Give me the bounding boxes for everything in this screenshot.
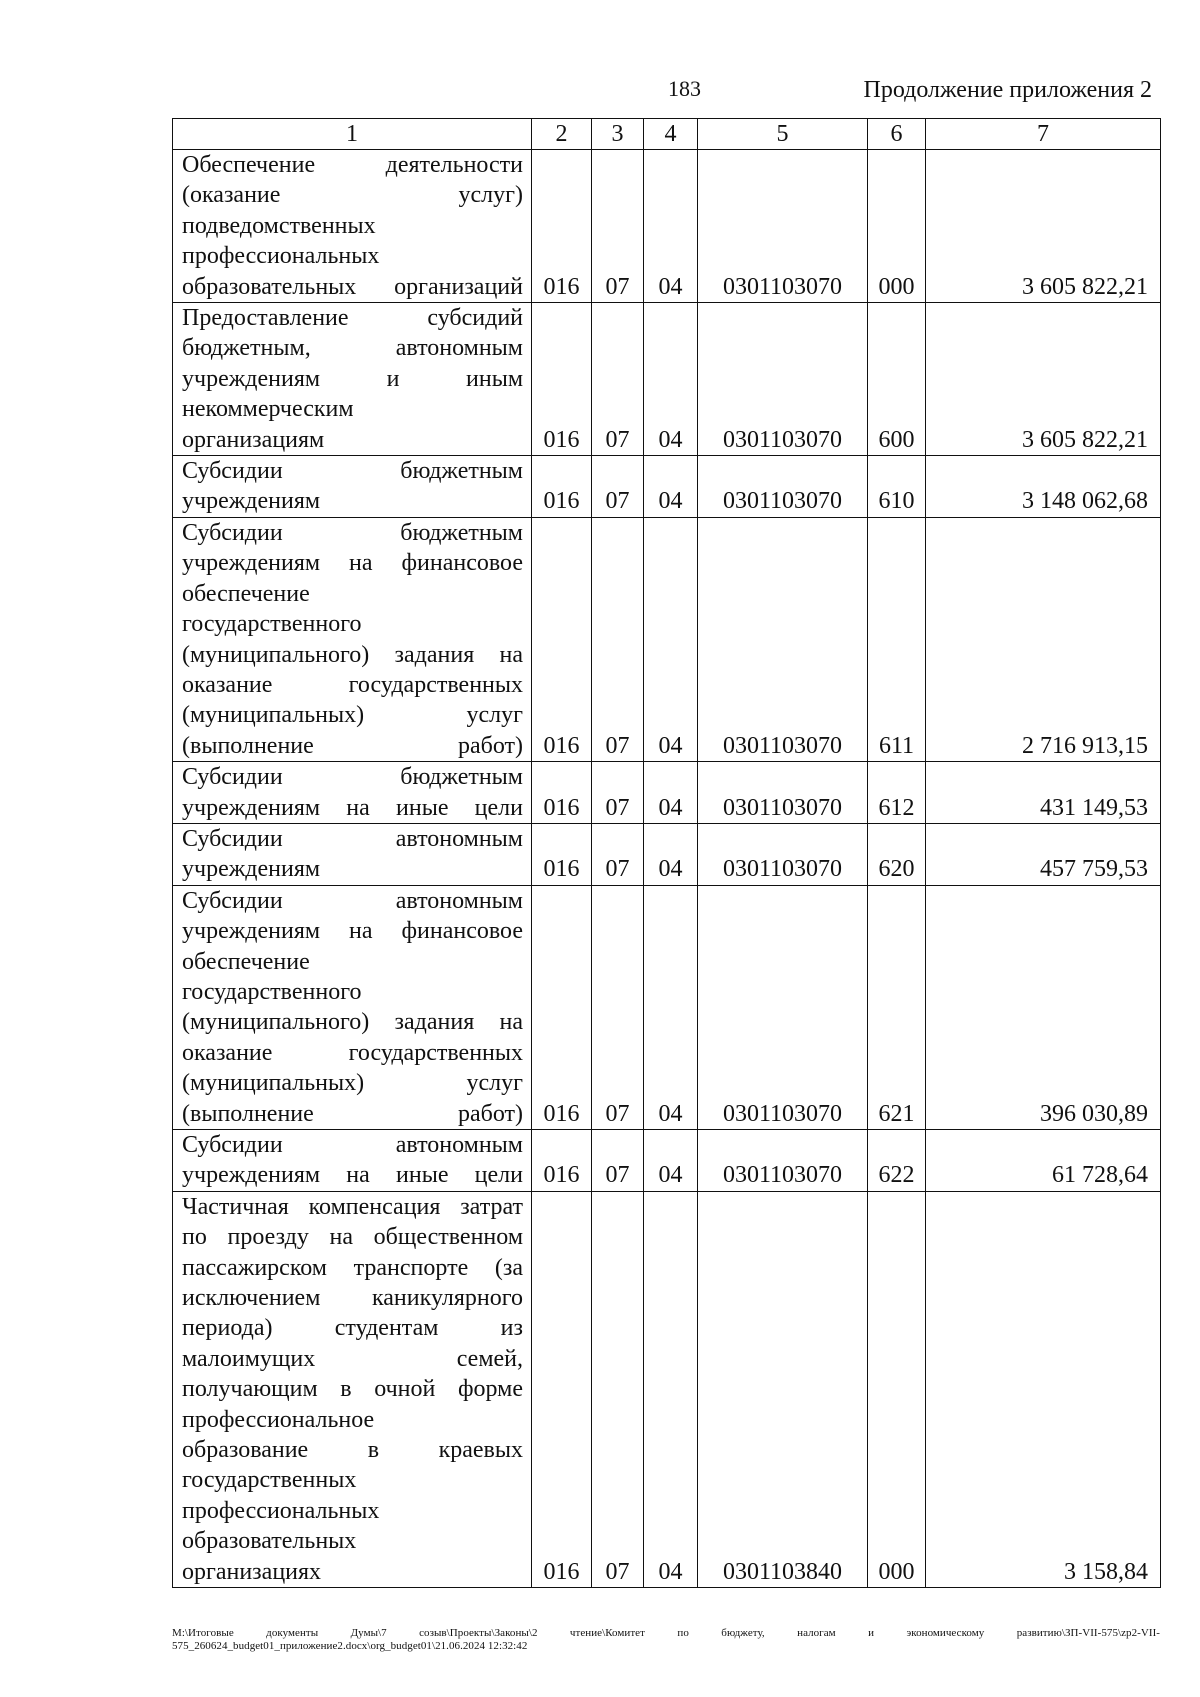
description-line — [182, 886, 523, 916]
page-number: 183 — [668, 76, 701, 101]
description-word: обеспечение — [182, 948, 310, 975]
description-line — [182, 1465, 523, 1495]
description-word: учреждениям на иные цели — [182, 1162, 523, 1189]
description-word: учреждениям — [182, 365, 321, 392]
ministry-code: 016 — [532, 1130, 592, 1192]
table-row — [173, 150, 1161, 303]
description-word: задания — [394, 641, 475, 668]
section-code: 07 — [592, 517, 644, 761]
target-article-code: 0301103070 — [698, 456, 868, 518]
description-line — [182, 272, 523, 302]
section-code: 07 — [592, 456, 644, 518]
description-word: Субсидии — [182, 458, 283, 485]
amount-value: 3 605 822,21 — [926, 303, 1161, 456]
description-line — [182, 1099, 523, 1129]
description-line — [182, 762, 523, 792]
description-line — [182, 854, 523, 884]
description-word: Субсидии — [182, 1132, 283, 1158]
description-line — [182, 1557, 523, 1587]
amount-value: 457 759,53 — [926, 823, 1161, 885]
section-code: 07 — [592, 823, 644, 885]
description-line — [182, 548, 523, 578]
target-article-code: 0301103070 — [698, 885, 868, 1129]
description-word: (муниципальных) — [182, 702, 365, 729]
description-word: задания — [394, 1009, 475, 1036]
description-word: учреждениям — [182, 550, 321, 577]
description-word: учреждениям — [182, 488, 321, 515]
subsection-code: 04 — [644, 517, 698, 761]
row-description — [173, 150, 532, 303]
description-line — [182, 425, 523, 455]
description-line — [182, 700, 523, 730]
expense-type-code: 621 — [868, 885, 926, 1129]
subsection-code: 04 — [644, 762, 698, 824]
ministry-code: 016 — [532, 456, 592, 518]
description-word: автономным — [395, 335, 523, 362]
description-word: государственных — [348, 671, 523, 698]
description-line — [182, 977, 523, 1007]
ministry-code: 016 — [532, 150, 592, 303]
target-article-code: 0301103070 — [698, 150, 868, 303]
description-word: образовательных организаций — [182, 273, 523, 300]
description-word: из — [500, 1315, 523, 1342]
description-word: бюджетным, — [182, 335, 311, 362]
description-word: на — [499, 1009, 523, 1036]
description-word: получающим — [182, 1376, 318, 1403]
subsection-code: 04 — [644, 1130, 698, 1192]
expense-type-code: 610 — [868, 456, 926, 518]
subsection-code: 04 — [644, 456, 698, 518]
row-description — [173, 517, 532, 761]
description-word: услуг — [466, 702, 523, 729]
description-line — [182, 1313, 523, 1343]
description-word: каникулярного — [371, 1285, 523, 1312]
description-word: обеспечение — [182, 580, 310, 607]
description-line — [182, 518, 523, 548]
description-line — [182, 1344, 523, 1374]
description-line — [182, 241, 523, 271]
description-word: иным — [466, 365, 523, 392]
expense-type-code: 622 — [868, 1130, 926, 1192]
description-line — [182, 1253, 523, 1283]
table-row — [173, 885, 1161, 1129]
description-word: профессиональных — [182, 1497, 380, 1524]
description-word: студентам — [334, 1315, 439, 1342]
description-word: услуг — [466, 1070, 523, 1097]
description-word: субсидий — [427, 305, 523, 332]
subsection-code: 04 — [644, 303, 698, 456]
description-word: подведомственных — [182, 212, 376, 239]
description-word: государственного — [182, 611, 362, 638]
description-line — [182, 486, 523, 516]
description-word: Субсидии — [182, 887, 283, 914]
description-word: в — [367, 1437, 380, 1464]
amount-value: 3 148 062,68 — [926, 456, 1161, 518]
description-line — [182, 1192, 523, 1222]
column-header: 5 — [698, 119, 868, 150]
description-word: оказание — [182, 1039, 273, 1066]
description-word: учреждениям на иные цели — [182, 794, 523, 821]
subsection-code: 04 — [644, 150, 698, 303]
description-line — [182, 1374, 523, 1404]
description-word: услуг) — [458, 182, 523, 209]
description-word: проезду — [227, 1224, 309, 1251]
description-word: государственных — [348, 1039, 523, 1066]
description-word: финансовое — [401, 550, 523, 577]
table-row — [173, 456, 1161, 518]
description-word: семей, — [456, 1345, 523, 1372]
description-word: на — [349, 550, 373, 577]
description-word: некоммерческим — [182, 396, 354, 423]
amount-value: 396 030,89 — [926, 885, 1161, 1129]
description-word: Субсидии — [182, 764, 283, 791]
document-path-footer: M:\Итоговые документы Думы\7 созыв\Проекты\Законы\2 чтение\Комитет по бюджету, налогам и экономическому развитию\ЗП-VII-575\zp2-VII-575_260624_budget01_приложение2.docx\org_budget01\21.06.2024 12:32:42 — [172, 1627, 1160, 1652]
description-line — [182, 609, 523, 639]
section-code: 07 — [592, 150, 644, 303]
subsection-code: 04 — [644, 1191, 698, 1587]
description-word: (оказание — [182, 182, 281, 209]
description-word: профессиональное — [182, 1406, 375, 1433]
description-word: образовательных — [182, 1528, 357, 1555]
expense-type-code: 000 — [868, 150, 926, 303]
description-word: Частичная — [182, 1193, 289, 1220]
subsection-code: 04 — [644, 885, 698, 1129]
description-word: автономным — [395, 825, 523, 852]
table-row — [173, 517, 1161, 761]
table-header-row — [173, 119, 1161, 150]
description-line — [182, 1526, 523, 1556]
description-line — [182, 670, 523, 700]
description-word: деятельности — [385, 152, 523, 178]
description-word: учреждениям — [182, 856, 321, 883]
description-word: на — [329, 1224, 353, 1251]
description-word: затрат — [460, 1193, 523, 1220]
description-line — [182, 1130, 523, 1160]
description-word: бюджетным — [400, 458, 523, 485]
expense-type-code: 600 — [868, 303, 926, 456]
description-word: (муниципальных) — [182, 1070, 365, 1097]
description-line — [182, 1283, 523, 1313]
description-line — [182, 1068, 523, 1098]
table-row — [173, 303, 1161, 456]
description-line — [182, 731, 523, 761]
column-header: 7 — [926, 119, 1161, 150]
description-line — [182, 947, 523, 977]
description-line — [182, 150, 523, 180]
target-article-code: 0301103840 — [698, 1191, 868, 1587]
description-line — [182, 364, 523, 394]
section-code: 07 — [592, 1191, 644, 1587]
description-line — [182, 1435, 523, 1465]
ministry-code: 016 — [532, 517, 592, 761]
row-description — [173, 823, 532, 885]
description-line — [182, 180, 523, 210]
target-article-code: 0301103070 — [698, 762, 868, 824]
expense-type-code: 611 — [868, 517, 926, 761]
description-word: Предоставление — [182, 305, 349, 332]
description-word: Субсидии — [182, 825, 283, 852]
amount-value: 2 716 913,15 — [926, 517, 1161, 761]
description-word: (за — [494, 1254, 523, 1281]
amount-value: 61 728,64 — [926, 1130, 1161, 1192]
target-article-code: 0301103070 — [698, 303, 868, 456]
section-code: 07 — [592, 1130, 644, 1192]
description-word: на — [349, 918, 373, 945]
column-header: 1 — [173, 119, 532, 150]
description-word: компенсация — [308, 1193, 441, 1220]
row-description — [173, 762, 532, 824]
description-word: образование — [182, 1437, 309, 1464]
description-word: общественном — [373, 1224, 523, 1251]
expense-type-code: 620 — [868, 823, 926, 885]
target-article-code: 0301103070 — [698, 823, 868, 885]
description-word: транспорте — [353, 1254, 469, 1281]
description-word: автономным — [395, 887, 523, 914]
description-word: (выполнение работ) — [182, 732, 523, 759]
description-word: форме — [457, 1376, 523, 1403]
description-line — [182, 456, 523, 486]
subsection-code: 04 — [644, 823, 698, 885]
ministry-code: 016 — [532, 885, 592, 1129]
table-row — [173, 823, 1161, 885]
amount-value: 3 158,84 — [926, 1191, 1161, 1587]
description-word: профессиональных — [182, 243, 380, 270]
expense-type-code: 000 — [868, 1191, 926, 1587]
description-line — [182, 1160, 523, 1190]
description-word: и — [386, 365, 400, 392]
description-word: Обеспечение — [182, 152, 316, 178]
section-code: 07 — [592, 762, 644, 824]
description-word: финансовое — [401, 918, 523, 945]
description-line — [182, 916, 523, 946]
description-word: бюджетным — [400, 519, 523, 546]
amount-value: 3 605 822,21 — [926, 150, 1161, 303]
description-word: (муниципального) — [182, 1009, 370, 1036]
description-line — [182, 211, 523, 241]
description-word: организациям — [182, 426, 325, 453]
description-word: оказание — [182, 671, 273, 698]
description-line — [182, 640, 523, 670]
section-code: 07 — [592, 885, 644, 1129]
column-header: 4 — [644, 119, 698, 150]
description-line — [182, 579, 523, 609]
description-word: в — [340, 1376, 352, 1403]
table-row — [173, 762, 1161, 824]
continuation-label: Продолжение приложения 2 — [863, 77, 1152, 103]
target-article-code: 0301103070 — [698, 517, 868, 761]
expense-type-code: 612 — [868, 762, 926, 824]
description-word: (выполнение работ) — [182, 1100, 523, 1127]
row-description — [173, 456, 532, 518]
column-header: 6 — [868, 119, 926, 150]
description-line — [182, 333, 523, 363]
amount-value: 431 149,53 — [926, 762, 1161, 824]
description-line — [182, 1007, 523, 1037]
description-word: малоимущих — [182, 1345, 316, 1372]
ministry-code: 016 — [532, 823, 592, 885]
table-row — [173, 1191, 1161, 1587]
ministry-code: 016 — [532, 303, 592, 456]
description-line — [182, 793, 523, 823]
description-word: краевых — [438, 1437, 523, 1464]
description-word: учреждениям — [182, 918, 321, 945]
target-article-code: 0301103070 — [698, 1130, 868, 1192]
section-code: 07 — [592, 303, 644, 456]
description-word: периода) — [182, 1315, 273, 1342]
row-description — [173, 885, 532, 1129]
description-word: очной — [374, 1376, 436, 1403]
description-word: (муниципального) — [182, 641, 370, 668]
ministry-code: 016 — [532, 1191, 592, 1587]
budget-table — [172, 118, 1161, 1588]
description-word: на — [499, 641, 523, 668]
row-description — [173, 1130, 532, 1192]
description-line — [182, 1405, 523, 1435]
ministry-code: 016 — [532, 762, 592, 824]
description-word: исключением — [182, 1285, 321, 1312]
description-line — [182, 1038, 523, 1068]
description-line — [182, 1222, 523, 1252]
description-word: по — [182, 1224, 207, 1251]
description-word: бюджетным — [400, 764, 523, 791]
table-row — [173, 1130, 1161, 1192]
column-header: 3 — [592, 119, 644, 150]
description-line — [182, 394, 523, 424]
column-header: 2 — [532, 119, 592, 150]
description-word: автономным — [395, 1132, 523, 1158]
description-line — [182, 303, 523, 333]
row-description — [173, 1191, 532, 1587]
row-description — [173, 303, 532, 456]
description-word: Субсидии — [182, 519, 283, 546]
description-word: государственного — [182, 978, 362, 1005]
description-line — [182, 1496, 523, 1526]
description-word: государственных — [182, 1467, 357, 1494]
description-word: пассажирском — [182, 1254, 327, 1281]
description-line — [182, 824, 523, 854]
description-word: организациях — [182, 1558, 322, 1585]
